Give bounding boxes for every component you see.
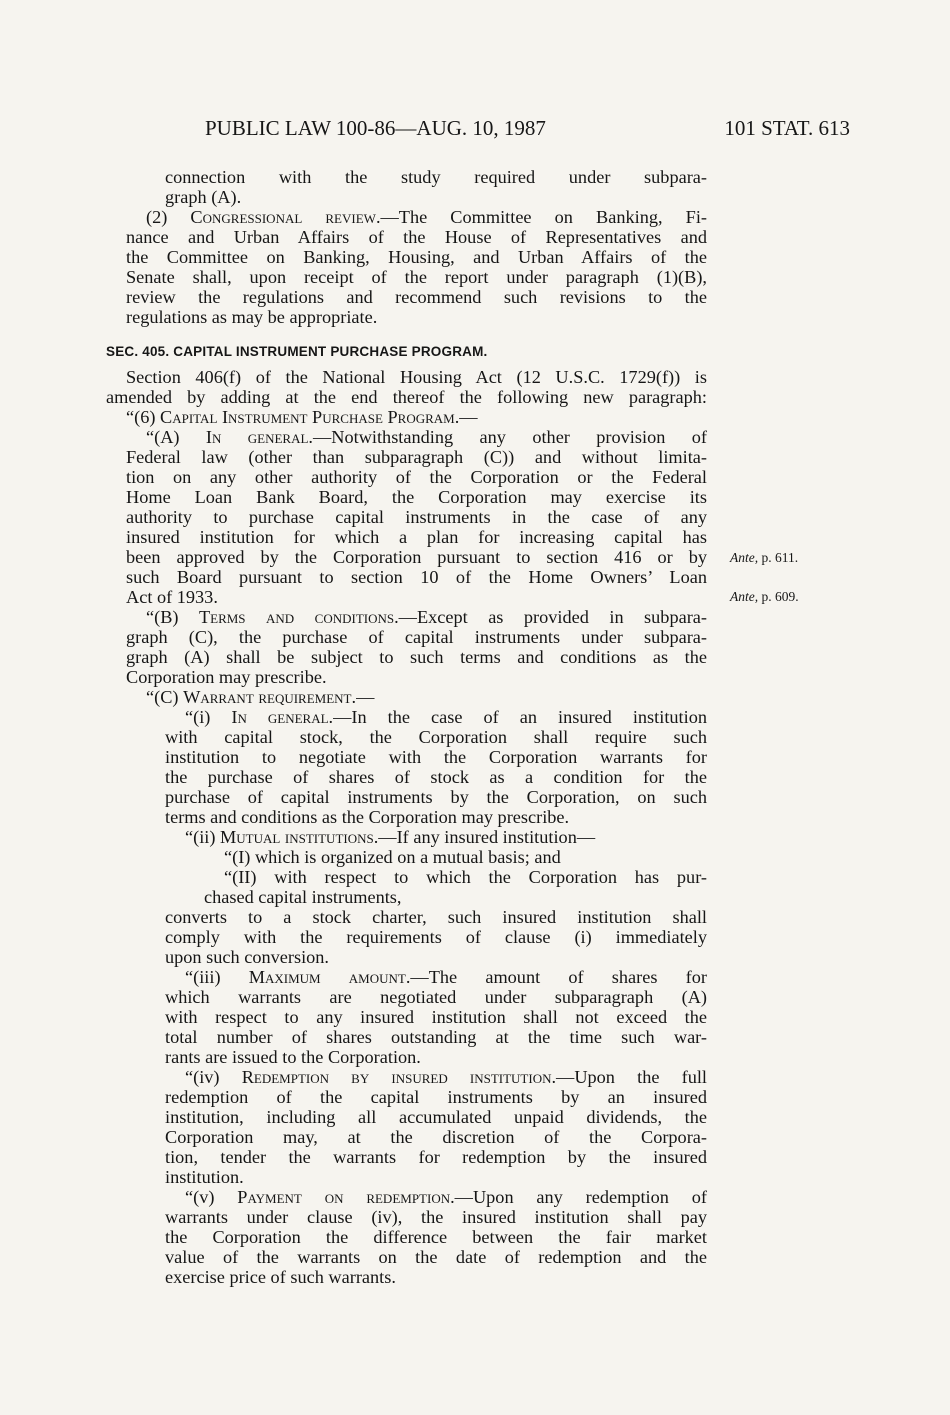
margin-citation: Ante, p. 611. <box>730 550 799 565</box>
subsection-heading: Warrant requirement <box>183 687 352 707</box>
text-line: rants are issued to the Corporation. <box>165 1047 421 1067</box>
text-line: with capital stock, the Corporation shall require such <box>165 727 707 747</box>
clause-i: “(i) In general.—In the case of an insured institution <box>185 707 707 727</box>
subsection-heading: Capital Instrument Purchase Program <box>160 407 455 427</box>
text-line: purchase of capital instruments by the Corporation, on such <box>165 787 707 807</box>
subsection-heading: In general <box>231 707 329 727</box>
subsection-heading: Terms and conditions <box>198 607 395 627</box>
subsection-heading: Mutual institutions <box>220 827 374 847</box>
subparagraph-a: “(A) In general.—Notwithstanding any other provision of <box>146 427 707 447</box>
text-line: institution, including all accumulated unpaid dividends, the <box>165 1107 707 1127</box>
text-line: institution to negotiate with the Corporation warrants for <box>165 747 707 767</box>
text-line: which warrants are negotiated under subparagraph (A) <box>165 987 707 1007</box>
text-line: chased capital instruments, <box>204 887 402 907</box>
text-line: tion on any other authority of the Corporation or the Federal <box>126 467 707 487</box>
text-line: tion, tender the warrants for redemption by the insured <box>165 1147 707 1167</box>
text-line: redemption of the capital instruments by an insured <box>165 1087 707 1107</box>
clause-iii: “(iii) Maximum amount.—The amount of shares for <box>185 967 707 987</box>
text-line: value of the warrants on the date of redemption and the <box>165 1247 707 1267</box>
text-line: Senate shall, upon receipt of the report under paragraph (1)(B), <box>126 267 707 287</box>
text-line: upon such conversion. <box>165 947 329 967</box>
text-line: graph (A) shall be subject to such terms and conditions as the <box>126 647 707 667</box>
text-line: terms and conditions as the Corporation may prescribe. <box>165 807 570 827</box>
subsection-heading: Redemption by insured institution <box>241 1067 552 1087</box>
text-line: Federal law (other than subparagraph (C)) and without limita- <box>126 447 707 467</box>
text-line: warrants under clause (iv), the insured institution shall pay <box>165 1207 707 1227</box>
text-line: “(II) with respect to which the Corporation has pur- <box>224 867 707 887</box>
clause-v: “(v) Payment on redemption.—Upon any redemption of <box>185 1187 707 1207</box>
text-line: amended by adding at the end thereof the following new paragraph: <box>106 387 707 407</box>
text-line: review the regulations and recommend such revisions to the <box>126 287 707 307</box>
text-line: nance and Urban Affairs of the House of Representatives and <box>126 227 707 247</box>
text-line: the purchase of shares of stock as a condition for the <box>165 767 707 787</box>
header-statute-page: 101 STAT. 613 <box>724 116 850 140</box>
text-line: graph (A). <box>165 187 242 207</box>
text-line: institution. <box>165 1167 244 1187</box>
subsection-heading: Congressional review <box>190 207 376 227</box>
text-line: been approved by the Corporation pursuant to section 416 or by <box>126 547 707 567</box>
subsection-heading: Maximum amount <box>248 967 406 987</box>
text-line: Section 406(f) of the National Housing Act (12 U.S.C. 1729(f)) is <box>126 367 707 387</box>
text-line: connection with the study required under subpara- <box>165 167 707 187</box>
paragraph-congressional-review: (2) Congressional review.—The Committee on Banking, Fi- <box>146 207 707 227</box>
text-line: Corporation may prescribe. <box>126 667 327 687</box>
text-line: total number of shares outstanding at the time such war- <box>165 1027 707 1047</box>
clause-ii: “(ii) Mutual institutions.—If any insured institution— <box>185 827 596 847</box>
margin-citation: Ante, p. 609. <box>730 589 799 604</box>
header-public-law: PUBLIC LAW 100-86—AUG. 10, 1987 <box>205 116 546 140</box>
text-line: regulations as may be appropriate. <box>126 307 378 327</box>
text-line: converts to a stock charter, such insured institution shall <box>165 907 707 927</box>
section-heading: SEC. 405. CAPITAL INSTRUMENT PURCHASE PROGRAM. <box>106 344 488 359</box>
text-line: comply with the requirements of clause (i) immediately <box>165 927 707 947</box>
subparagraph-b: “(B) Terms and conditions.—Except as provided in subpara- <box>146 607 707 627</box>
text-line: such Board pursuant to section 10 of the Home Owners’ Loan <box>126 567 707 587</box>
text-line: with respect to any insured institution shall not exceed the <box>165 1007 707 1027</box>
text-line: the Committee on Banking, Housing, and Urban Affairs of the <box>126 247 707 267</box>
text-line: insured institution for which a plan for increasing capital has <box>126 527 707 547</box>
subsection-heading: In general <box>205 427 309 447</box>
text-line: graph (C), the purchase of capital instruments under subpara- <box>126 627 707 647</box>
text-line: Act of 1933. <box>126 587 218 607</box>
text-line: exercise price of such warrants. <box>165 1267 396 1287</box>
text-line: Corporation may, at the discretion of the Corpora- <box>165 1127 707 1147</box>
text-line: the Corporation the difference between the fair market <box>165 1227 707 1247</box>
text-line: authority to purchase capital instruments in the case of any <box>126 507 707 527</box>
page-header <box>205 116 850 142</box>
text-line: “(I) which is organized on a mutual basis; and <box>224 847 561 867</box>
subsection-heading: Payment on redemption <box>237 1187 451 1207</box>
text-line: Home Loan Bank Board, the Corporation may exercise its <box>126 487 707 507</box>
paragraph-6-heading: “(6) Capital Instrument Purchase Program.— <box>126 407 478 427</box>
subparagraph-c: “(C) Warrant requirement.— <box>146 687 375 707</box>
clause-iv: “(iv) Redemption by insured institution.—Upon the full <box>185 1067 707 1087</box>
